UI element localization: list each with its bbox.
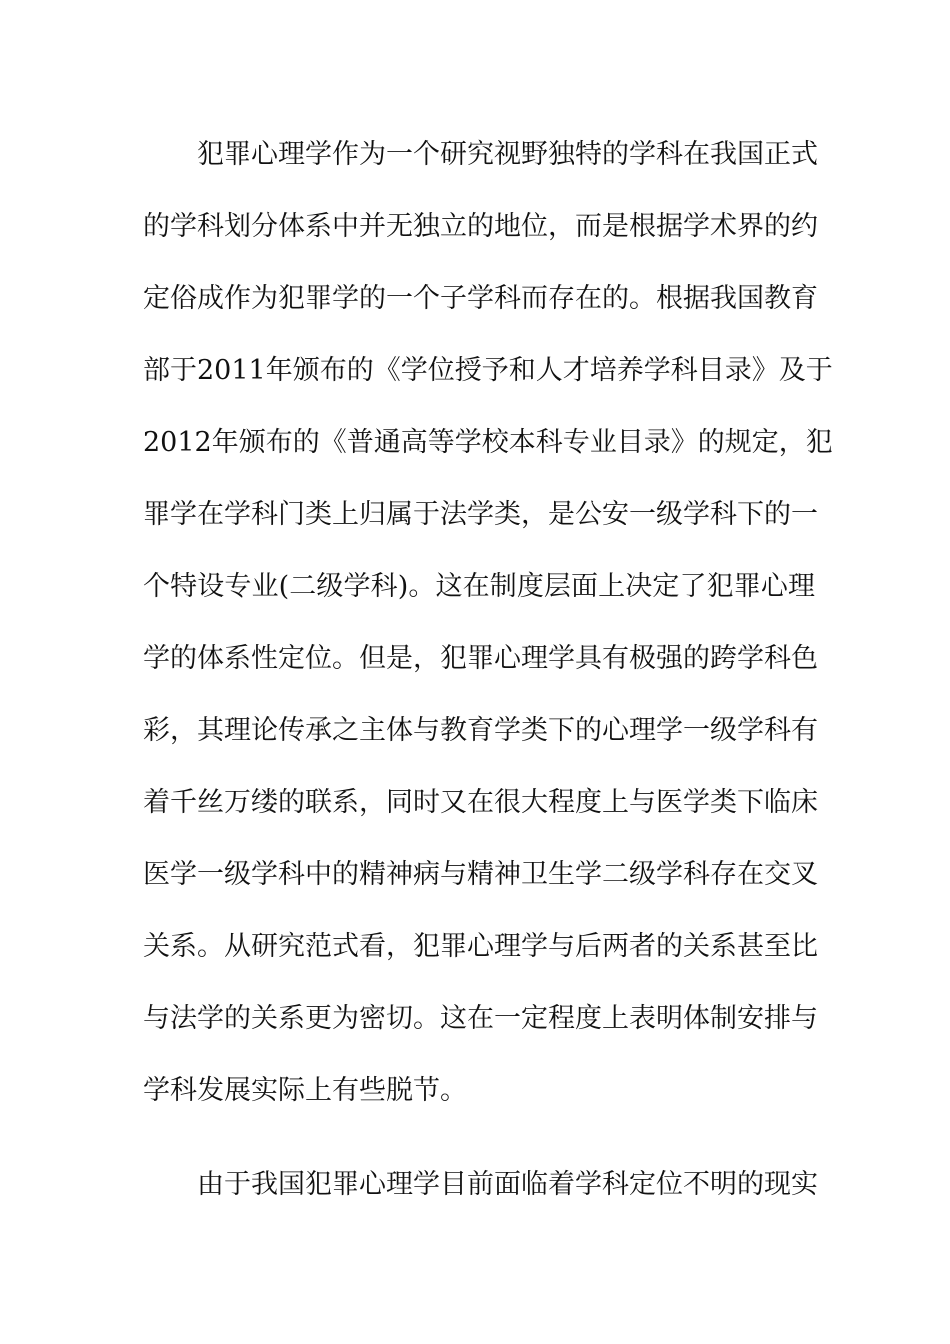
paragraph-line: 定俗成作为犯罪学的一个子学科而存在的。根据我国教育	[143, 283, 818, 314]
paragraph-line: 罪学在学科门类上归属于法学类，是公安一级学科下的一	[143, 499, 818, 530]
paragraph-line: 与法学的关系更为密切。这在一定程度上表明体制安排与	[143, 1003, 818, 1034]
paragraph-line: 个特设专业(二级学科)。这在制度层面上决定了犯罪心理	[143, 571, 815, 602]
paragraph-line: 的学科划分体系中并无独立的地位，而是根据学术界的约	[143, 211, 818, 242]
paragraph-line: 学的体系性定位。但是，犯罪心理学具有极强的跨学科色	[143, 643, 818, 674]
paragraph-line: 学科发展实际上有些脱节。	[143, 1075, 467, 1106]
paragraph-line: 彩，其理论传承之主体与教育学类下的心理学一级学科有	[143, 715, 818, 746]
paragraph-line: 由于我国犯罪心理学目前面临着学科定位不明的现实	[197, 1169, 818, 1200]
paragraph-line: 2012年颁布的《普通高等学校本科专业目录》的规定，犯	[143, 427, 833, 458]
paragraph-line: 着千丝万缕的联系，同时又在很大程度上与医学类下临床	[143, 787, 818, 818]
paragraph-line: 犯罪心理学作为一个研究视野独特的学科在我国正式	[197, 139, 818, 170]
paragraph-line: 关系。从研究范式看，犯罪心理学与后两者的关系甚至比	[143, 931, 818, 962]
paragraph-line: 医学一级学科中的精神病与精神卫生学二级学科存在交叉	[143, 859, 818, 890]
paragraph-line: 部于2011年颁布的《学位授予和人才培养学科目录》及于	[143, 355, 833, 386]
